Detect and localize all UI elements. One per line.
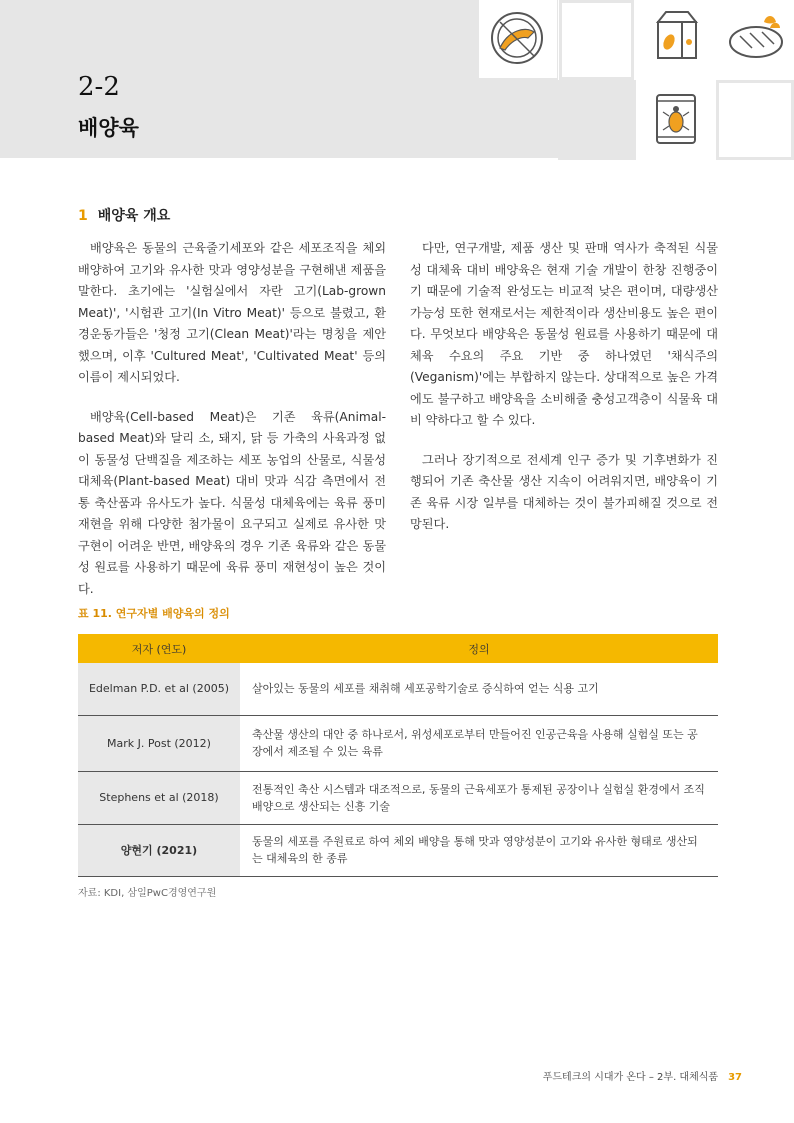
section-title: 배양육 개요 (97, 208, 171, 224)
table-row (78, 715, 718, 771)
milk-carton-icon (658, 12, 696, 58)
page-number: 37 (728, 1072, 742, 1083)
page-footer (543, 1068, 742, 1083)
author-cell: Stephens et al (2018) (78, 771, 240, 824)
table-row (78, 824, 718, 876)
table-caption: 표 11. 연구자별 배양육의 정의 (78, 607, 230, 620)
paragraph: 다만, 연구개발, 제품 생산 및 판매 역사가 축적된 식물성 대체육 대비 배양육은 현재 기술 개발이 한창 진행중이기 때문에 기술적 완성도는 비교적 낮은 편이며, 대량생산 가능성 또한 현재로서는 제한적이라 생산비용도 높은 편이다. 무엇보다 배양육은 동물성 원료를 사용하기 때문에 대체육 수요의 주요 기반 중 하나였던 '채식주의(Veganism)'에는 부합하지 않는다. 상대적으로 높은 가격에도 불구하고 배양육을 소비해줄 충성고객층이 식물육 대비 약하다고 할 수 있다. (410, 241, 718, 427)
author-cell: 양현기 (2021) (78, 824, 240, 876)
body-column-right (410, 238, 718, 554)
body-column-left (78, 238, 386, 618)
definition-cell: 살아있는 동물의 세포를 채취해 세포공학기술로 증식하여 얻는 식용 고기 (240, 663, 718, 715)
table-source: 자료: KDI, 삼일PwC경영연구원 (78, 888, 217, 899)
definition-cell: 축산물 생산의 대안 중 하나로서, 위성세포로부터 만들어진 인공근육을 사용해 실험실 또는 공장에서 제조될 수 있는 육류 (240, 715, 718, 771)
chapter-number: 2-2 (78, 72, 120, 102)
section-number: 1 (78, 208, 88, 224)
author-cell: Edelman P.D. et al (2005) (78, 663, 240, 715)
header-definition: 정의 (240, 634, 718, 663)
definition-cell: 동물의 세포를 주원료로 하여 체외 배양을 통해 맛과 영양성분이 고기와 유사한 형태로 생산되는 대체육의 한 종류 (240, 824, 718, 876)
chapter-title: 배양육 (78, 116, 139, 140)
author-cell: Mark J. Post (2012) (78, 715, 240, 771)
patty-icon (730, 16, 782, 57)
footer-text: 푸드테크의 시대가 온다 – 2부. 대체식품 (542, 1072, 719, 1083)
paragraph: 배양육은 동물의 근육줄기세포와 같은 세포조직을 체외 배양하여 고기와 유사한 맛과 영양성분을 구현해낸 제품을 말한다. 초기에는 '실험실에서 자란 고기(Lab-grown Meat)', '시험관 고기(In Vitro Meat)' 등으로 불렸고, 환경운동가들은 '청정 고기(Clean Meat)'라는 명칭을 제안했으며, 이후 'Cultured Meat', 'Cultivated Meat' 등의 이름이 제시되었다. (78, 241, 386, 384)
table-header-row (78, 634, 718, 663)
table-row (78, 663, 718, 715)
definition-table (78, 634, 718, 877)
section-heading (78, 205, 170, 225)
table-row (78, 771, 718, 824)
header-author: 저자 (연도) (78, 634, 240, 663)
paragraph: 그러나 장기적으로 전세계 인구 증가 및 기후변화가 진행되어 기존 축산물 생산 지속이 어려워지면, 배양육이 기존 육류 시장 일부를 대체하는 것이 불가피해질 것으로 전망된다. (410, 452, 718, 531)
definition-cell: 전통적인 축산 시스템과 대조적으로, 동물의 근육세포가 통제된 공장이나 실험실 환경에서 조직 배양으로 생산되는 신흥 기술 (240, 771, 718, 824)
paragraph: 배양육(Cell-based Meat)은 기존 육류(Animal-based Meat)와 달리 소, 돼지, 닭 등 가축의 사육과정 없이 동물성 단백질을 제조하는 세포 농업의 산물로, 식물성 대체육(Plant-based Meat) 대비 맛과 식감 측면에서 전통 축산품과 유사도가 높다. 식물성 대체육에는 육류 풍미 재현을 위해 다양한 첨가물이 요구되고 실제로 유사한 맛 구현이 어려운 반면, 배양육의 경우 기존 육류와 같은 동물성 원료를 사용하기 때문에 육류 풍미 재현성이 높은 것이다. (78, 409, 386, 596)
insect-bag-icon (657, 95, 695, 143)
